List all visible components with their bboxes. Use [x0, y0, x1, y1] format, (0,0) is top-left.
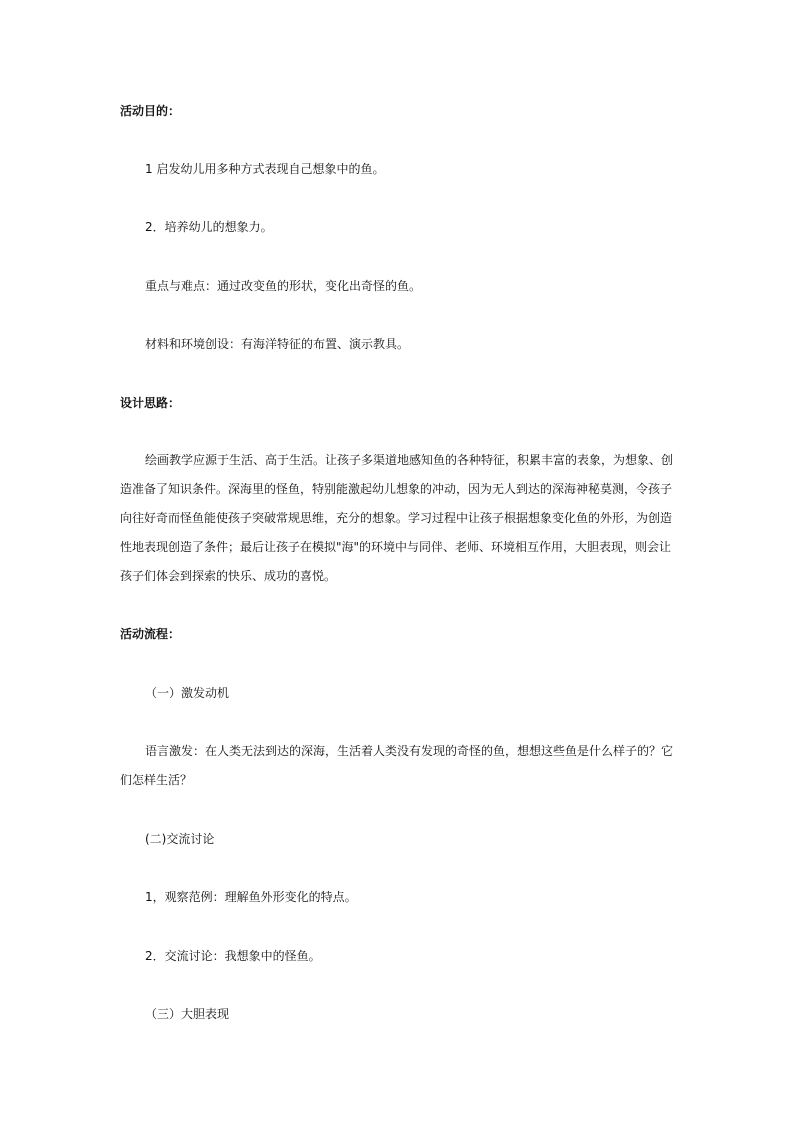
key-points: 重点与难点：通过改变鱼的形状，变化出奇怪的鱼。 — [145, 279, 422, 293]
step-1-title: （一）激发动机 — [145, 686, 230, 700]
step-1-line: 们怎样生活？ — [120, 773, 193, 787]
materials: 材料和环境创设：有海洋特征的布置、演示教具。 — [145, 337, 410, 351]
design-line: 绘画教学应源于生活、高于生活。让孩子多渠道地感知鱼的各种特征，积累丰富的表象，为想象、创 — [145, 453, 674, 467]
heading-purpose: 活动目的： — [120, 104, 181, 118]
design-line: 性地表现创造了条件；最后让孩子在模拟"海"的环境中与同伴、老师、环境相互作用，大胆表现，则会让 — [120, 540, 672, 554]
step-3-title: （三）大胆表现 — [145, 1007, 230, 1021]
design-line: 孩子们体会到探索的快乐、成功的喜悦。 — [120, 569, 337, 583]
step-2-item-2: 2．交流讨论：我想象中的怪鱼。 — [145, 949, 321, 963]
design-line: 向往好奇而怪鱼能使孩子突破常规思维，充分的想象。学习过程中让孩子根据想象变化鱼的外形，为创造 — [120, 511, 673, 525]
step-2-item-1: 1，观察范例：理解鱼外形变化的特点。 — [145, 890, 357, 904]
step-1-line: 语言激发：在人类无法到达的深海，生活着人类没有发现的奇怪的鱼，想想这些鱼是什么样子的？它 — [145, 744, 674, 758]
purpose-item-2: 2．培养幼儿的想象力。 — [145, 220, 273, 234]
heading-design: 设计思路： — [120, 396, 181, 410]
step-2-title: (二)交流讨论 — [145, 832, 215, 846]
heading-process: 活动流程： — [120, 627, 181, 641]
design-line: 造准备了知识条件。深海里的怪鱼，特别能激起幼儿想象的冲动，因为无人到达的深海神秘莫测，令孩子 — [120, 482, 673, 496]
purpose-item-1: 1 启发幼儿用多种方式表现自己想象中的鱼。 — [145, 162, 385, 176]
